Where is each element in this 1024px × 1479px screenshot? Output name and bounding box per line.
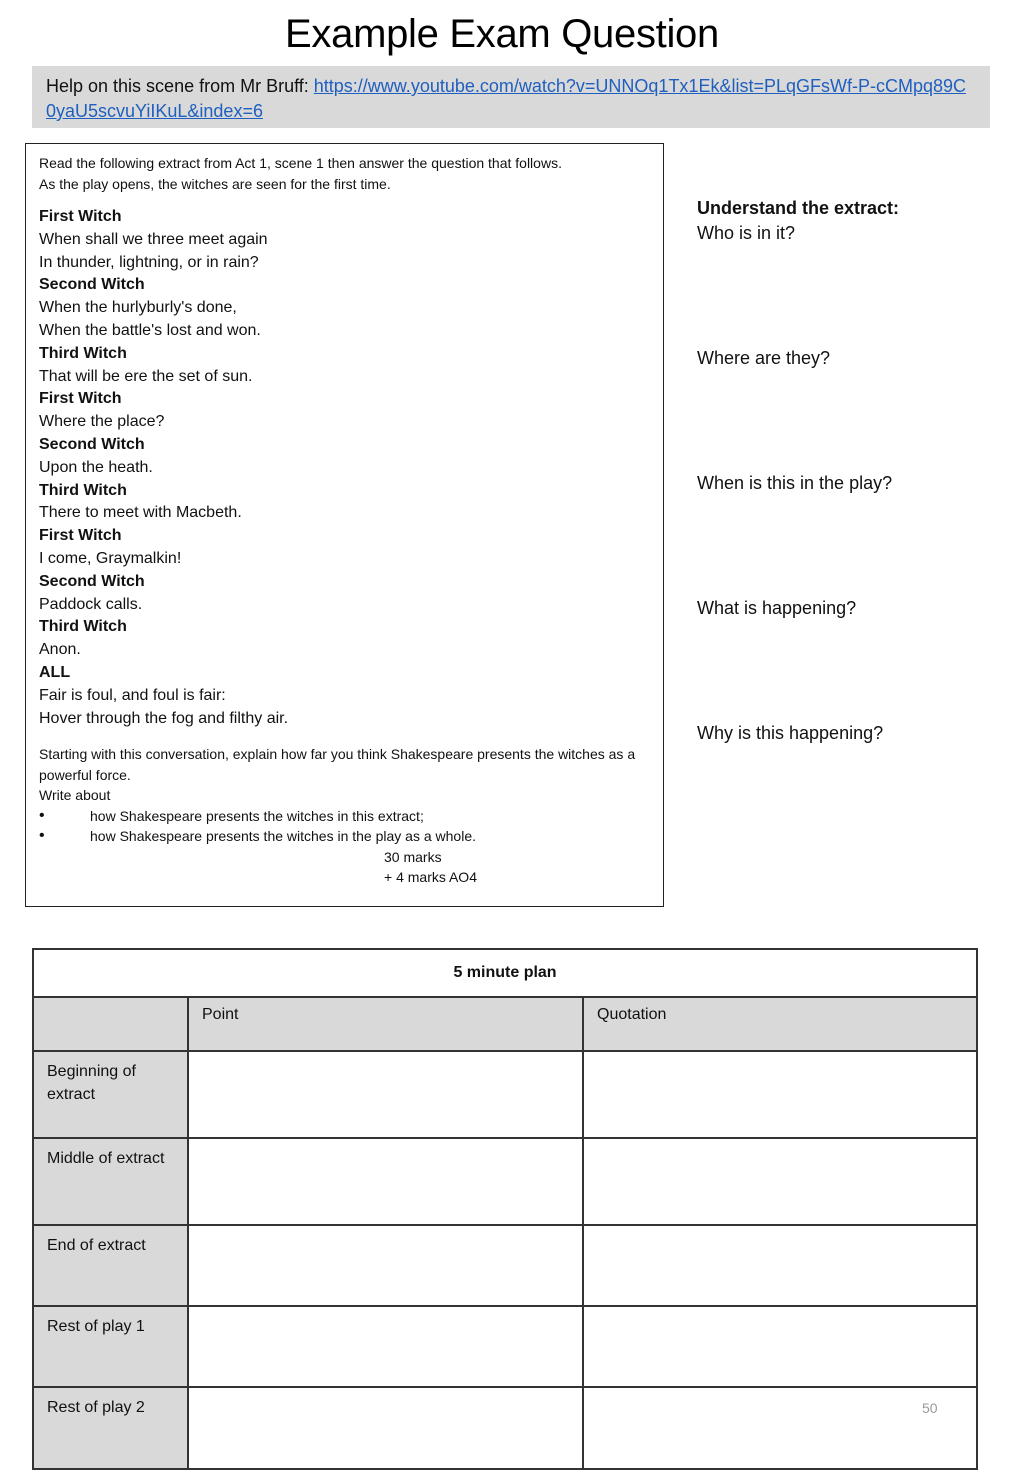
quotation-cell[interactable] — [583, 1138, 977, 1225]
speaker-label: Second Witch — [39, 435, 145, 453]
speaker-label: Third Witch — [39, 481, 127, 499]
quotation-cell[interactable] — [583, 1387, 977, 1469]
help-prefix: Help on this scene from Mr Bruff: — [46, 76, 314, 96]
speaker-label: Third Witch — [39, 618, 127, 636]
dialogue-line: Fair is foul, and foul is fair: — [39, 686, 226, 704]
dialogue-line: Paddock calls. — [39, 595, 143, 613]
quotation-cell[interactable] — [583, 1051, 977, 1138]
speaker-label: Second Witch — [39, 276, 145, 294]
extract-intro — [39, 153, 650, 195]
extract-box — [25, 143, 664, 907]
dialogue-line: When the battle's lost and won. — [39, 321, 261, 339]
write-about-label: Write about — [39, 787, 111, 804]
point-column-header: Point — [188, 997, 583, 1051]
plan-title: 5 minute plan — [33, 949, 977, 997]
quotation-cell[interactable] — [583, 1306, 977, 1387]
dialogue-line: Anon. — [39, 641, 81, 659]
understand-question: Why is this happening? — [697, 723, 884, 743]
dialogue-line: In thunder, lightning, or in rain? — [39, 253, 259, 271]
speaker-label: ALL — [39, 663, 71, 681]
row-label: Middle of extract — [33, 1138, 188, 1225]
dialogue-line: I come, Graymalkin! — [39, 549, 182, 567]
quotation-cell[interactable] — [583, 1225, 977, 1306]
exam-question — [39, 744, 650, 888]
ao4-marks-label: + 4 marks AO4 — [384, 869, 477, 886]
point-cell[interactable] — [188, 1138, 583, 1225]
dialogue-line: Upon the heath. — [39, 458, 153, 476]
row-label: Rest of play 2 — [33, 1387, 188, 1469]
understand-question: Where are they? — [697, 348, 831, 368]
plan-table — [32, 948, 978, 1470]
youtube-link[interactable]: https://www.youtube.com/watch?v=UNNOq1Tx1Ek&list=PLqGFsWf-P-cCMpq89C0yaU5scvuYiIKuL&index=6 — [46, 76, 967, 121]
dialogue-line: Where the place? — [39, 413, 165, 431]
point-cell[interactable] — [188, 1387, 583, 1469]
page-number: 50 — [922, 1400, 938, 1416]
plan-corner-cell — [33, 997, 188, 1051]
row-label: Beginning of extract — [33, 1051, 188, 1138]
understand-question: Who is in it? — [697, 223, 796, 243]
dialogue-line: There to meet with Macbeth. — [39, 504, 242, 522]
understand-question: What is happening? — [697, 598, 857, 618]
speaker-label: First Witch — [39, 390, 122, 408]
speaker-label: Third Witch — [39, 344, 127, 362]
speaker-label: First Witch — [39, 208, 122, 225]
point-cell[interactable] — [188, 1306, 583, 1387]
quotation-column-header: Quotation — [583, 997, 977, 1051]
extract-dialogue — [39, 206, 650, 730]
help-box — [32, 66, 990, 128]
point-cell[interactable] — [188, 1225, 583, 1306]
intro-line: Read the following extract from Act 1, scene 1 then answer the question that follows. — [39, 155, 562, 171]
point-cell[interactable] — [188, 1051, 583, 1138]
intro-line: As the play opens, the witches are seen for the first time. — [39, 176, 391, 192]
dialogue-line: Hover through the fog and filthy air. — [39, 709, 289, 727]
row-label: End of extract — [33, 1225, 188, 1306]
page-title: Example Exam Question — [285, 12, 719, 56]
understand-block — [697, 196, 997, 246]
question-prompt: Starting with this conversation, explain how far you think Shakespeare presents the witches as a powerful force. — [39, 746, 636, 783]
understand-heading: Understand the extract: — [697, 198, 900, 218]
dialogue-line: When shall we three meet again — [39, 230, 268, 248]
speaker-label: First Witch — [39, 527, 122, 545]
question-bullet: • how Shakespeare presents the witches in this extract; — [39, 806, 650, 827]
question-bullet: • how Shakespeare presents the witches in the play as a whole. — [39, 826, 650, 847]
marks-label: 30 marks — [384, 848, 442, 865]
dialogue-line: That will be ere the set of sun. — [39, 367, 253, 385]
row-label: Rest of play 1 — [33, 1306, 188, 1387]
understand-question: When is this in the play? — [697, 473, 893, 493]
speaker-label: Second Witch — [39, 572, 145, 590]
dialogue-line: When the hurlyburly's done, — [39, 299, 237, 317]
